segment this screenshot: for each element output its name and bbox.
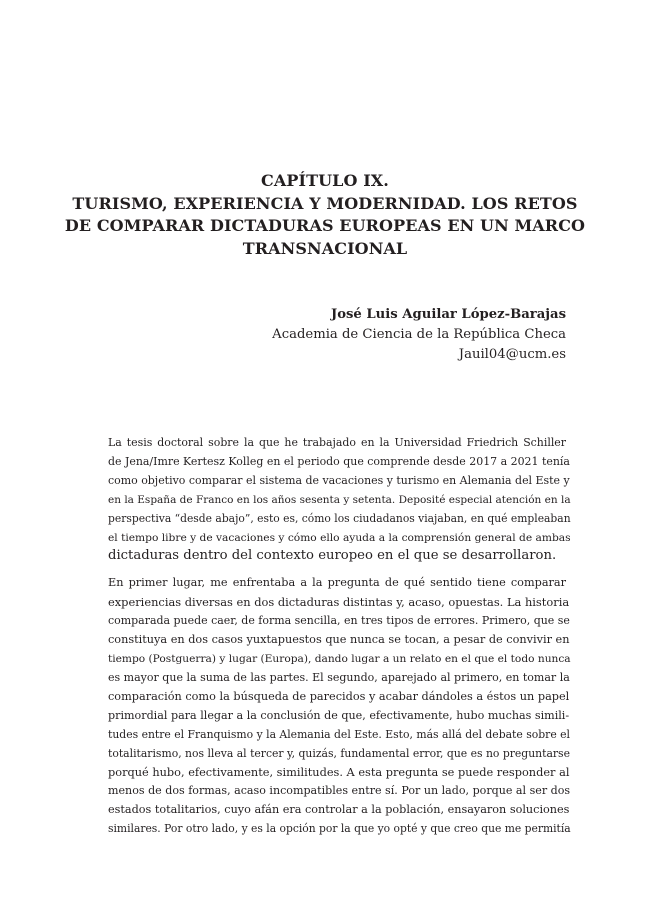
text-line: tudes entre el Franquismo y la Alemania del Este. Esto, más allá del debate sobre el (108, 727, 570, 741)
text-line: como objetivo comparar el sistema de vacaciones y turismo en Alemania del Este y (108, 473, 570, 487)
text-line: es mayor que la suma de las partes. El segundo, aparejado al primero, en tomar la (108, 670, 570, 684)
text-line: En primer lugar, me enfrentaba a la pregunta de qué sentido tiene comparar (108, 576, 566, 590)
text-line: dictaduras dentro del contexto europeo en el que se desarrollaron. (108, 548, 557, 564)
text-line: de Jena/Imre Kertesz Kolleg en el periodo que comprende desde 2017 a 2021 tenía (108, 454, 570, 468)
author-name: José Luis Aguilar López-Barajas (330, 307, 566, 322)
author-email: Jauil04@ucm.es (458, 347, 566, 362)
text-line: comparada puede caer, de forma sencilla, en tres tipos de errores. Primero, que se (108, 614, 570, 628)
author-block (272, 305, 566, 365)
paragraph (86, 434, 571, 566)
text-line: tiempo (Postguerra) y lugar (Europa), dando lugar a un relato en el que el todo nunca (108, 651, 571, 665)
chapter-title-line: TRANSNACIONAL (242, 238, 408, 258)
text-line: primordial para llegar a la conclusión de que, efectivamente, hubo muchas simili- (108, 708, 570, 722)
chapter-heading (60, 170, 590, 260)
text-line: estados totalitarios, cuyo afán era controlar a la población, ensayaron soluciones (108, 803, 570, 817)
text-line: menos de dos formas, acaso incompatibles entre sí. Por un lado, porque al ser dos (108, 784, 571, 798)
text-line: experiencias diversas en dos dictaduras distintas y, acaso, opuestas. La historia (108, 595, 570, 610)
chapter-title-line: TURISMO, EXPERIENCIA Y MODERNIDAD. LOS RETOS (72, 193, 578, 213)
text-line: el tiempo libre y de vacaciones y cómo ello ayuda a la comprensión general de ambas (108, 530, 571, 544)
author-affiliation: Academia de Ciencia de la República Checa (272, 327, 566, 342)
chapter-number: CAPÍTULO IX. (261, 171, 389, 190)
text-line: similares. Por otro lado, y es la opción por la que yo opté y que creo que me permitía (108, 822, 571, 836)
text-line: totalitarismo, nos lleva al tercer y, quizás, fundamental error, que es no preguntarse (108, 746, 570, 760)
text-line: en la España de Franco en los años sesenta y setenta. Deposité especial atención en la (108, 493, 571, 506)
chapter-title-line: DE COMPARAR DICTADURAS EUROPEAS EN UN MARCO (64, 216, 586, 235)
text-line: porqué hubo, efectivamente, similitudes. A esta pregunta se puede responder al (108, 765, 570, 780)
text-line: constituya en dos casos yuxtapuestos que nunca se tocan, a pesar de convivir en (108, 633, 570, 647)
body-text (86, 434, 571, 839)
paragraph (86, 574, 571, 839)
text-line: comparación como la búsqueda de parecidos y acabar dándoles a éstos un papel (108, 689, 570, 703)
text-line: perspectiva “desde abajo”, esto es, cómo los ciudadanos viajaban, en qué empleaban (108, 511, 571, 525)
text-line: La tesis doctoral sobre la que he trabajado en la Universidad Friedrich Schiller (108, 436, 566, 449)
